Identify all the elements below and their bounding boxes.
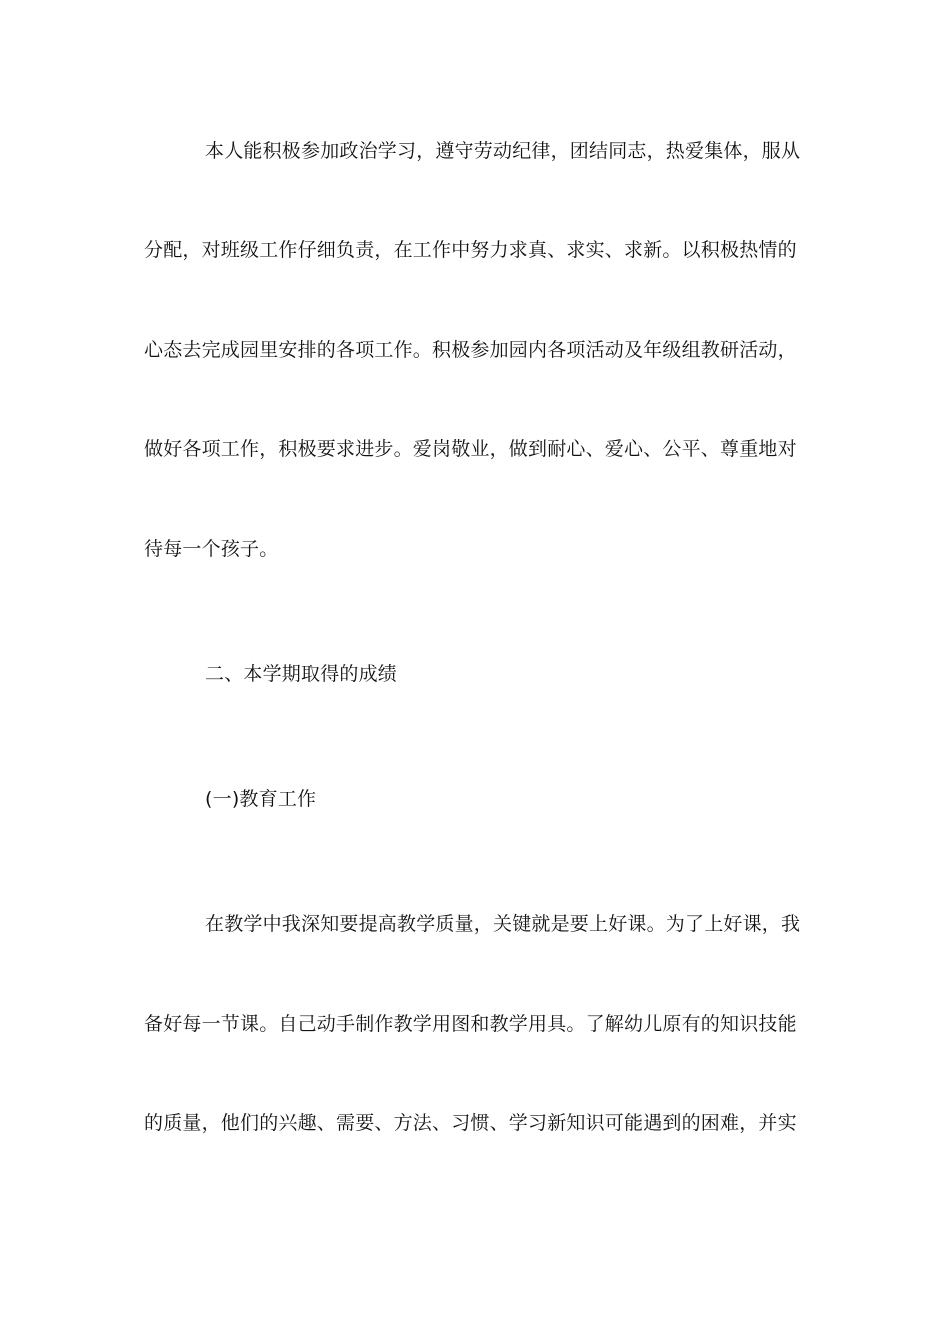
paragraph-line: 在教学中我深知要提高教学质量，关键就是要上好课。为了上好课，我: [205, 913, 801, 935]
paragraph-line: 备好每一节课。自己动手制作教学用图和教学用具。了解幼儿原有的知识技能: [144, 1013, 797, 1035]
subsection-heading: (一)教育工作: [205, 788, 317, 810]
paragraph-line: 本人能积极参加政治学习，遵守劳动纪律，团结同志，热爱集体，服从: [205, 140, 801, 162]
paragraph-line: 待每一个孩子。: [144, 538, 279, 560]
paragraph-line: 分配，对班级工作仔细负责，在工作中努力求真、求实、求新。以积极热情的: [144, 239, 797, 261]
section-heading: 二、本学期取得的成绩: [205, 663, 398, 685]
paragraph-line: 的质量，他们的兴趣、需要、方法、习惯、学习新知识可能遇到的困难，并实: [144, 1112, 797, 1134]
paragraph-line: 做好各项工作，积极要求进步。爱岗敬业，做到耐心、爱心、公平、尊重地对: [144, 438, 797, 460]
paragraph-line: 心态去完成园里安排的各项工作。积极参加园内各项活动及年级组教研活动，: [144, 339, 797, 361]
